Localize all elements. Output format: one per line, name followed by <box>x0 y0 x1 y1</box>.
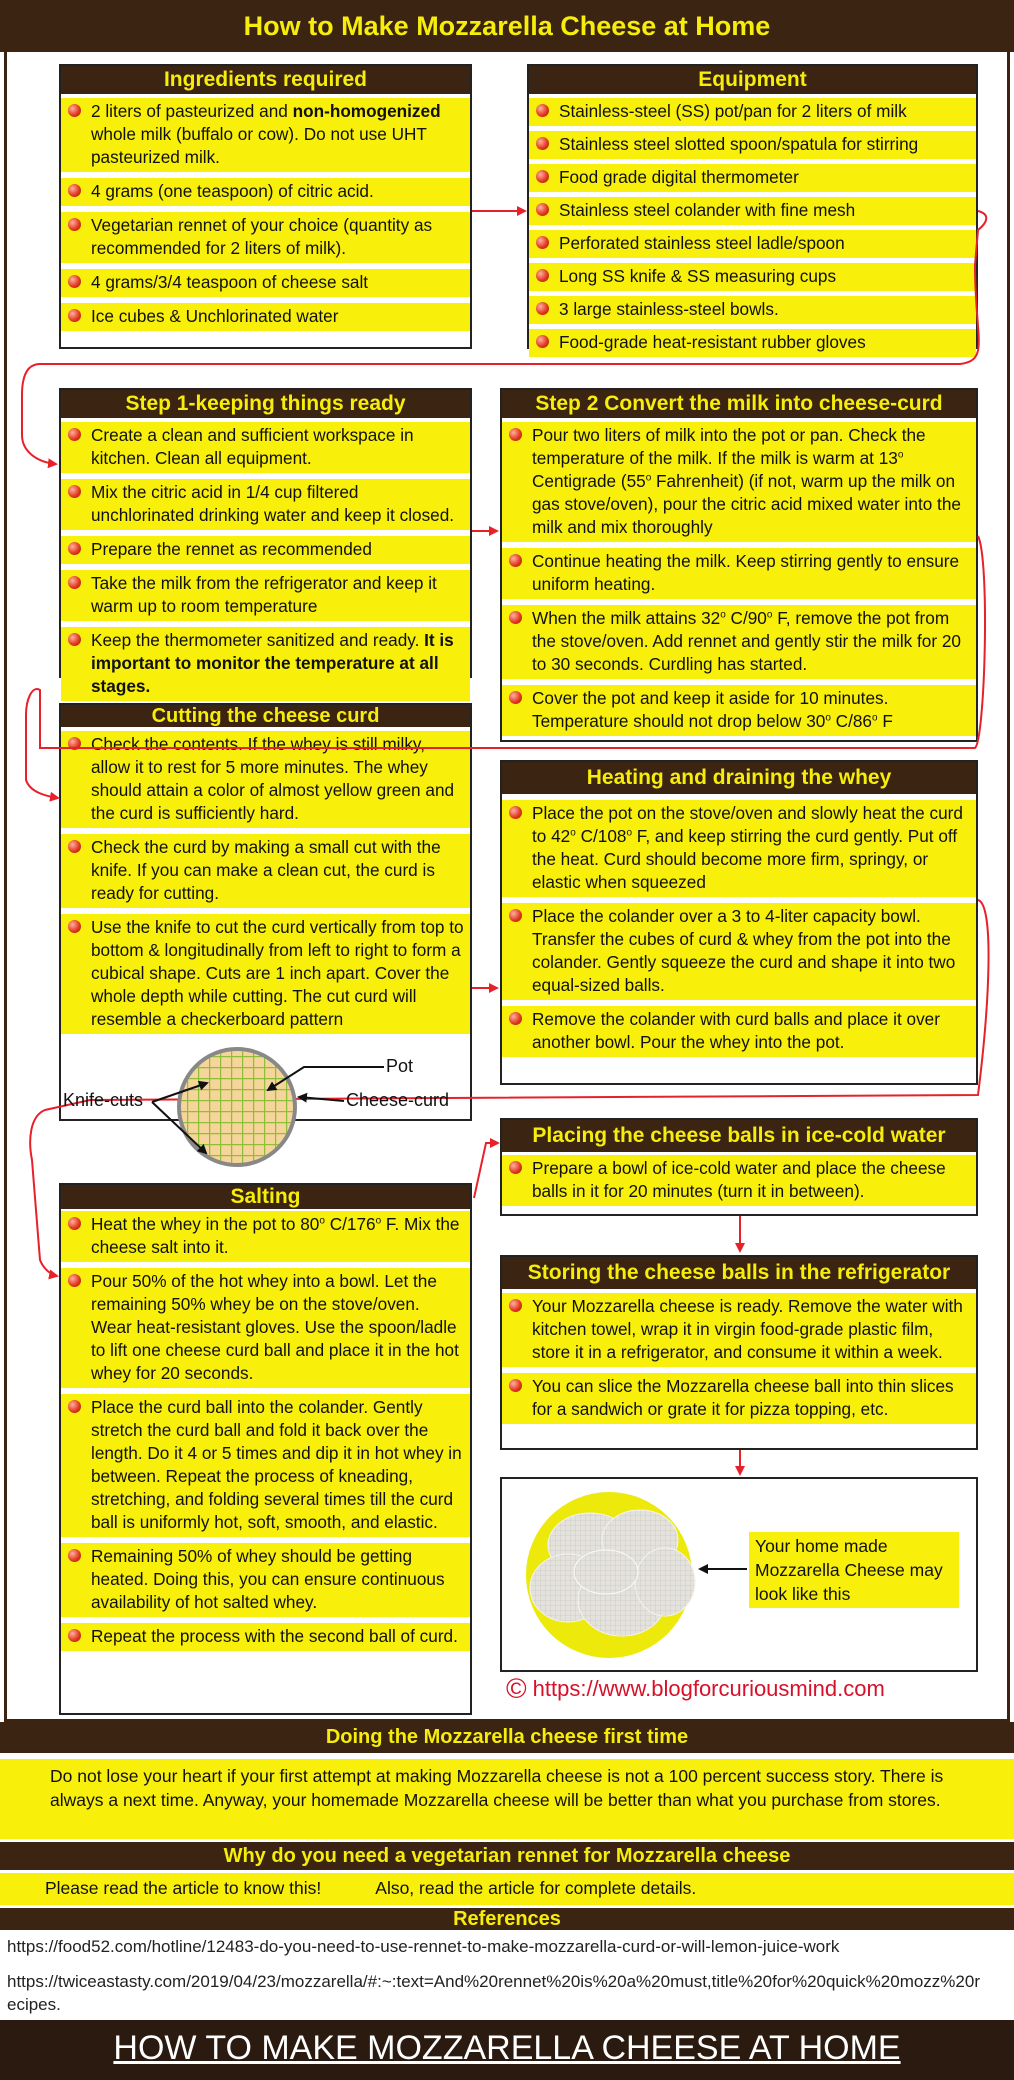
copyright-icon: © <box>506 1673 527 1704</box>
degree-symbol: o <box>626 827 632 839</box>
cheese-image-panel <box>500 1477 978 1672</box>
list-item <box>61 422 470 473</box>
list-item <box>61 479 470 530</box>
item-text: Heat the whey in the pot to 80 <box>91 1214 320 1234</box>
item-text: Continue heating the milk. Keep stirring gently to ensure uniform heating. <box>532 551 960 594</box>
list-item <box>61 627 470 701</box>
item-text: Place the pot on the stove/oven and slowly heat the curd to 42 <box>532 803 963 846</box>
step1-title: Step 1-keeping things ready <box>61 390 470 418</box>
item-text: You can slice the Mozzarella cheese ball into thin slices for a sandwich or grate it for pizza topping, etc. <box>532 1376 954 1419</box>
bullet-icon <box>68 485 81 498</box>
list-item <box>61 914 470 1034</box>
bullet-icon <box>68 840 81 853</box>
bullet-icon <box>68 920 81 933</box>
item-text: Food grade digital thermometer <box>559 167 799 187</box>
list-item <box>61 834 470 908</box>
icewater-list <box>502 1152 976 1206</box>
list-item <box>529 329 976 357</box>
degree-symbol: o <box>375 1215 382 1227</box>
list-item <box>529 98 976 126</box>
list-item <box>61 731 470 828</box>
list-item <box>502 1006 976 1057</box>
list-item <box>61 269 470 297</box>
bullet-icon <box>68 633 81 646</box>
item-text: Cover the pot and keep it aside for 10 minutes. Temperature should not drop below 30 <box>532 688 889 731</box>
heating-panel <box>500 760 978 1085</box>
list-item <box>61 1543 470 1617</box>
item-text: Prepare a bowl of ice-cold water and place the cheese balls in it for 20 minutes (turn it in between). <box>532 1158 946 1201</box>
reference-link-1[interactable]: https://food52.com/hotline/12483-do-you-need-to-use-rennet-to-make-mozzarella-curd-or-will-lemon-juice-work <box>7 1937 840 1956</box>
salting-list <box>61 1209 470 1651</box>
item-text: C/90 <box>725 608 767 628</box>
item-text: 4 grams/3/4 teaspoon of cheese salt <box>91 272 369 292</box>
item-text: Pour 50% of the hot whey into a bowl. Let the remaining 50% whey be on the stove/oven. Wear heat-resistant gloves. Use the spoon/ladle to lift one cheese curd ball and place it in the hot whey for 20 seconds. <box>91 1271 459 1383</box>
bullet-icon <box>509 554 522 567</box>
degree-symbol: o <box>319 1215 325 1227</box>
bullet-icon <box>536 170 549 183</box>
bullet-icon <box>509 909 522 922</box>
item-text: F <box>877 711 893 731</box>
storing-panel <box>500 1255 978 1450</box>
bullet-icon <box>68 275 81 288</box>
footer-title: HOW TO MAKE MOZZARELLA CHEESE AT HOME <box>0 2020 1014 2080</box>
bullet-icon <box>68 104 81 117</box>
list-item <box>61 1394 470 1537</box>
item-text-bold: non-homogenized <box>292 101 441 121</box>
item-text: Pour two liters of milk into the pot or pan. Check the temperature of the milk. If the milk is warm at 13 <box>532 425 926 468</box>
item-text: Place the colander over a 3 to 4-liter capacity bowl. Transfer the cubes of curd & whey from the pot into the colander. Gently squeeze the curd and shape it into two equal-sized balls. <box>532 906 956 995</box>
reference-link-2[interactable]: https://twiceastasty.com/2019/04/23/mozzarella/#:~:text=And%20rennet%20is%20a%20must,title%20for%20quick%20mozz%20recipes. <box>7 1972 980 2014</box>
page-title: How to Make Mozzarella Cheese at Home <box>0 0 1014 52</box>
item-text: F, and keep stirring the curd gently. Put off the heat. Curd should become more firm, springy, or elastic when squeezed <box>532 826 958 892</box>
degree-symbol: o <box>871 712 878 724</box>
bullet-icon <box>68 309 81 322</box>
list-item <box>529 230 976 258</box>
step2-title: Step 2 Convert the milk into cheese-curd <box>502 390 976 418</box>
step2-panel <box>500 388 978 742</box>
bullet-icon <box>509 1012 522 1025</box>
equipment-title: Equipment <box>529 66 976 94</box>
bullet-icon <box>536 302 549 315</box>
bullet-icon <box>509 1299 522 1312</box>
item-text: Use the knife to cut the curd vertically from top to bottom & longitudinally from left to right to form a cubical shape. Cuts are 1 inch apart. Cover the whole depth while cutting. The cut curd will resemble a checkerboard pattern <box>91 917 464 1029</box>
item-text: 4 grams (one teaspoon) of citric acid. <box>91 181 374 201</box>
item-text: Stainless-steel (SS) pot/pan for 2 liters of milk <box>559 101 907 121</box>
item-text: F, remove the pot from the stove/oven. Add rennet and gently stir the milk for 20 to 30 seconds. Curdling has started. <box>532 608 961 674</box>
bullet-icon <box>536 269 549 282</box>
item-text-bold: It is important to monitor the temperature at all stages. <box>91 630 454 696</box>
vegetarian-title: Why do you need a vegetarian rennet for Mozzarella cheese <box>0 1842 1014 1870</box>
item-text: Remove the colander with curd balls and place it over another bowl. Pour the whey into the pot. <box>532 1009 940 1052</box>
ingredients-list <box>61 94 470 331</box>
item-text: 2 liters of pasteurized and <box>91 101 293 121</box>
item-text: Mix the citric acid in 1/4 cup filtered unchlorinated drinking water and keep it closed. <box>91 482 455 525</box>
item-text: Stainless steel slotted spoon/spatula for stirring <box>559 134 919 154</box>
references-title: References <box>0 1908 1014 1930</box>
bullet-icon <box>536 104 549 117</box>
list-item <box>61 570 470 621</box>
list-item <box>529 164 976 192</box>
bullet-icon <box>536 335 549 348</box>
item-text: Keep the thermometer sanitized and ready. <box>91 630 425 650</box>
item-text: Remaining 50% of whey should be getting heated. Doing this, you can ensure continuous availability of hot salted whey. <box>91 1546 445 1612</box>
item-text: C/108 <box>575 826 627 846</box>
list-item <box>61 303 470 331</box>
item-text: Place the curd ball into the colander. Gently stretch the curd ball and fold it back over the length. Do it 4 or 5 times and dip it in hot whey in between. Repeat the process of kneading, stretching, and folding several times till the curd ball is uniformly hot, soft, smooth, and elastic. <box>91 1397 462 1532</box>
item-text: Centigrade (55 <box>532 471 646 491</box>
item-text: Ice cubes & Unchlorinated water <box>91 306 339 326</box>
cheese-caption: Your home made Mozzarella Cheese may look like this <box>749 1532 959 1608</box>
icewater-panel <box>500 1118 978 1216</box>
list-item <box>529 296 976 324</box>
item-text: Stainless steel colander with fine mesh <box>559 200 856 220</box>
knife-cuts-label: Knife-cuts <box>63 1090 144 1110</box>
list-item <box>529 197 976 225</box>
degree-symbol: o <box>897 449 904 461</box>
bullet-icon <box>68 1217 81 1230</box>
item-text: Check the contents. If the whey is still milky, allow it to rest for 5 more minutes. The whey should attain a color of almost yellow green and the curd is sufficiently hard. <box>91 734 455 823</box>
site-url[interactable]: https://www.blogforcuriousmind.com <box>532 1676 885 1701</box>
item-text: Repeat the process with the second ball of curd. <box>91 1626 458 1646</box>
bullet-icon <box>68 1549 81 1562</box>
list-item <box>61 536 470 564</box>
item-text: When the milk attains 32 <box>532 608 721 628</box>
item-text: Create a clean and sufficient workspace in kitchen. Clean all equipment. <box>91 425 414 468</box>
degree-symbol: o <box>570 827 576 839</box>
list-item <box>529 131 976 159</box>
cheese-curd-label: Cheese-curd <box>346 1090 450 1110</box>
bullet-icon <box>509 691 522 704</box>
heating-list <box>502 794 976 1057</box>
bullet-icon <box>536 137 549 150</box>
list-item <box>502 605 976 679</box>
icewater-title: Placing the cheese balls in ice-cold water <box>502 1120 976 1152</box>
first-time-text: Do not lose your heart if your first attempt at making Mozzarella cheese is not a 100 percent success story. There is always a next time. Anyway, your homemade Mozzarella cheese will be better than what you purchase from stores. <box>0 1759 1014 1839</box>
list-item <box>502 800 976 897</box>
bullet-icon <box>68 1400 81 1413</box>
bullet-icon <box>536 203 549 216</box>
item-text: Perforated stainless steel ladle/spoon <box>559 233 845 253</box>
salting-title: Salting <box>61 1185 470 1209</box>
storing-list <box>502 1289 976 1424</box>
bullet-icon <box>68 542 81 555</box>
step2-list <box>502 418 976 736</box>
vegetarian-link-b[interactable]: Also, read the article for complete details. <box>375 1878 697 1898</box>
pot-label: Pot <box>386 1056 414 1076</box>
item-text: F. Mix the cheese salt into it. <box>91 1214 460 1257</box>
list-item <box>502 422 976 542</box>
degree-symbol: o <box>720 609 726 621</box>
salting-panel <box>59 1183 472 1715</box>
list-item <box>502 1293 976 1367</box>
first-time-title: Doing the Mozzarella cheese first time <box>0 1722 1014 1753</box>
equipment-list <box>529 94 976 357</box>
list-item <box>61 212 470 263</box>
list-item <box>61 1623 470 1651</box>
list-item <box>502 903 976 1000</box>
ingredients-panel <box>59 64 472 349</box>
bullet-icon <box>509 806 522 819</box>
list-item <box>502 1155 976 1206</box>
storing-title: Storing the cheese balls in the refrigerator <box>502 1257 976 1289</box>
bullet-icon <box>509 428 522 441</box>
bullet-icon <box>68 428 81 441</box>
item-text: Take the milk from the refrigerator and keep it warm up to room temperature <box>91 573 437 616</box>
bullet-icon <box>68 218 81 231</box>
list-item <box>502 685 976 736</box>
degree-symbol: o <box>766 609 773 621</box>
item-text: 3 large stainless-steel bowls. <box>559 299 779 319</box>
step1-panel <box>59 388 472 696</box>
item-text: Check the curd by making a small cut with the knife. If you can make a clean cut, the curd is ready for cutting. <box>91 837 441 903</box>
list-item <box>502 548 976 599</box>
bullet-icon <box>68 737 81 750</box>
item-text: Long SS knife & SS measuring cups <box>559 266 837 286</box>
item-text: Prepare the rennet as recommended <box>91 539 372 559</box>
bullet-icon <box>509 1379 522 1392</box>
vegetarian-text <box>0 1873 1014 1905</box>
bullet-icon <box>536 236 549 249</box>
bullet-icon <box>68 184 81 197</box>
item-text: C/176 <box>324 1214 376 1234</box>
bullet-icon <box>68 576 81 589</box>
item-text: Vegetarian rennet of your choice (quantity as recommended for 2 liters of milk). <box>91 215 433 258</box>
bullet-icon <box>68 1274 81 1287</box>
copyright-line <box>506 1674 885 1704</box>
cutting-title: Cutting the cheese curd <box>61 705 470 727</box>
list-item <box>61 178 470 206</box>
item-text: C/86 <box>830 711 872 731</box>
list-item <box>502 1373 976 1424</box>
list-item <box>61 1268 470 1388</box>
list-item <box>61 1211 470 1262</box>
item-text: whole milk (buffalo or cow). Do not use UHT pasteurized milk. <box>91 124 427 167</box>
cutting-list <box>61 727 470 1034</box>
degree-symbol: o <box>645 472 652 484</box>
list-item <box>529 263 976 291</box>
bullet-icon <box>509 611 522 624</box>
heating-title: Heating and draining the whey <box>502 762 976 794</box>
list-item <box>61 98 470 172</box>
bullet-icon <box>68 1629 81 1642</box>
degree-symbol: o <box>825 712 831 724</box>
bullet-icon <box>509 1161 522 1174</box>
vegetarian-link-a[interactable]: Please read the article to know this! <box>45 1878 322 1898</box>
item-text: Food-grade heat-resistant rubber gloves <box>559 332 866 352</box>
item-text: Fahrenheit) (if not, warm up the milk on gas stove/oven), pour the citric acid mixed water into the milk and mix thoroughly <box>532 471 961 537</box>
step1-list <box>61 418 470 701</box>
ingredients-title: Ingredients required <box>61 66 470 94</box>
equipment-panel <box>527 64 978 352</box>
item-text: Your Mozzarella cheese is ready. Remove the water with kitchen towel, wrap it in virgin food-grade plastic film, store it in a refrigerator, and consume it within a week. <box>532 1296 963 1362</box>
